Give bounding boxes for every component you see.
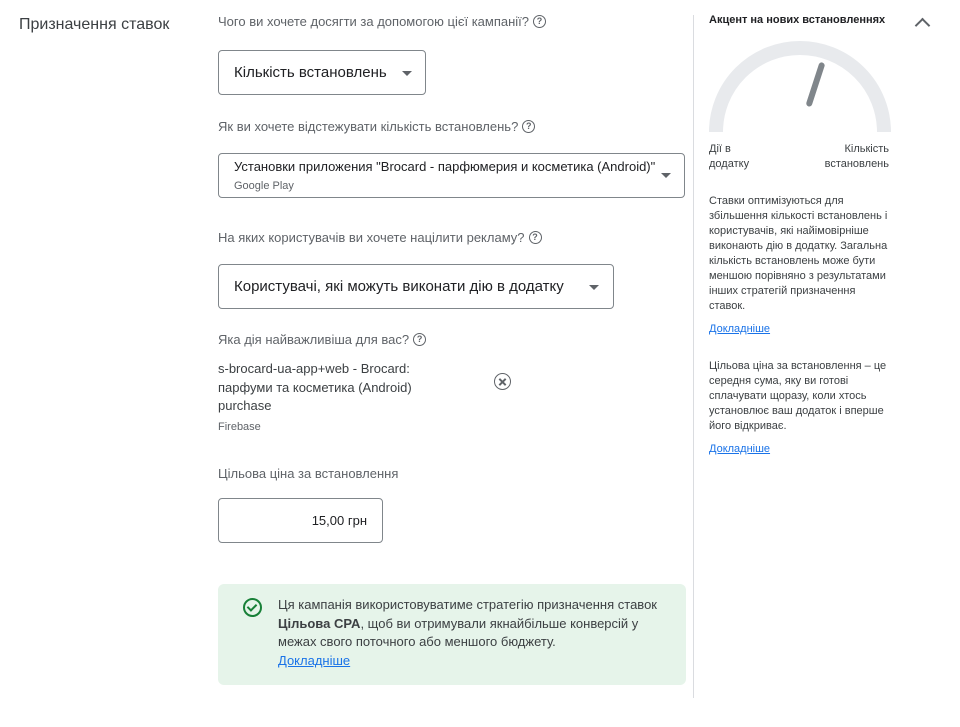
gauge-left-label [709, 142, 749, 172]
dropdown-caret-icon [589, 285, 599, 290]
strategy-notice-text [278, 596, 673, 670]
notice-text-after: , щоб ви отримували якнайбільше конверсій у межах свого поточного або меншого бюджету. [278, 615, 639, 649]
help-circle-icon[interactable]: ? [413, 333, 426, 346]
side-paragraph-2: Цільова ціна за встановлення – це середня сума, яку ви готові сплачувати щоразу, коли хтось установлює ваш додаток і вперше його відкриває. [709, 360, 887, 432]
conversion-action-line-1: s-brocard-ua-app+web - Brocard: [218, 361, 410, 376]
side-learn-more-link-1[interactable]: Докладніше [709, 323, 771, 335]
dropdown-caret-icon [402, 71, 412, 76]
gauge-needle [809, 65, 821, 103]
gauge-right-label-line-2: встановлень [824, 158, 889, 170]
price-label: Цільова ціна за встановлення [218, 466, 399, 481]
target-cpa-input[interactable]: 15,00 грн [218, 498, 383, 543]
notice-learn-more-link[interactable]: Докладніше [278, 652, 351, 668]
tracking-question-label: Як ви хочете відстежувати кількість встановлень? [218, 119, 519, 134]
conversion-action-line-3: purchase [218, 398, 272, 413]
tracking-dropdown[interactable] [218, 153, 685, 198]
targeting-dropdown[interactable] [218, 264, 614, 309]
side-paragraph-1: Ставки оптимізуються для збільшення кількості встановлень і користувачів, які найімовірніше виконають дію в додатку. Загальна кількість встановлень може бути меншою порівняно з результатами інших стратегій призначення ставок. [709, 195, 888, 312]
gauge-right-label [800, 142, 889, 172]
panel-divider [693, 15, 694, 698]
strategy-notice [218, 584, 686, 685]
notice-strategy-name: Цільова CPA [278, 615, 361, 631]
tracking-dropdown-value: Установки приложения "Brocard - парфюмерия и косметика (Android)" [234, 159, 656, 174]
goal-question-label: Чого ви хочете досягти за допомогою цієї кампанії? [218, 14, 530, 29]
conversion-source: Firebase [218, 421, 261, 433]
targeting-question-label: На яких користувачів ви хочете націлити рекламу? [218, 230, 525, 245]
chevron-up-icon[interactable] [915, 18, 931, 34]
help-circle-icon[interactable]: ? [529, 231, 542, 244]
help-circle-icon[interactable]: ? [522, 120, 535, 133]
help-circle-icon[interactable]: ? [533, 15, 546, 28]
gauge-right-label-line-1: Кількість [844, 143, 889, 155]
goal-dropdown-value: Кількість встановлень [234, 64, 387, 81]
conversion-action [218, 360, 478, 416]
gauge-track [716, 48, 884, 132]
remove-circle-icon[interactable] [494, 373, 511, 390]
action-question [218, 332, 426, 347]
goal-question [218, 14, 546, 29]
side-panel-title: Акцент на нових встановленнях [709, 14, 886, 26]
notice-text-before: Ця кампанія використовуватиме стратегію призначення ставок [278, 597, 657, 612]
side-learn-more-link-2[interactable]: Докладніше [709, 443, 771, 455]
gauge-left-label-line-1: Дії в [709, 143, 731, 155]
bidding-gauge [708, 40, 892, 140]
dropdown-caret-icon [661, 173, 671, 178]
section-title: Призначення ставок [19, 16, 170, 33]
action-question-label: Яка дія найважливіша для вас? [218, 332, 410, 347]
targeting-question [218, 230, 542, 245]
goal-dropdown[interactable] [218, 50, 426, 95]
gauge-left-label-line-2: додатку [709, 158, 750, 170]
conversion-action-line-2: парфуми та косметика (Android) [218, 379, 412, 395]
tracking-dropdown-sub: Google Play [234, 180, 294, 192]
tracking-question [218, 119, 535, 134]
targeting-dropdown-value: Користувачі, які можуть виконати дію в додатку [234, 278, 564, 295]
check-circle-icon [243, 598, 262, 617]
